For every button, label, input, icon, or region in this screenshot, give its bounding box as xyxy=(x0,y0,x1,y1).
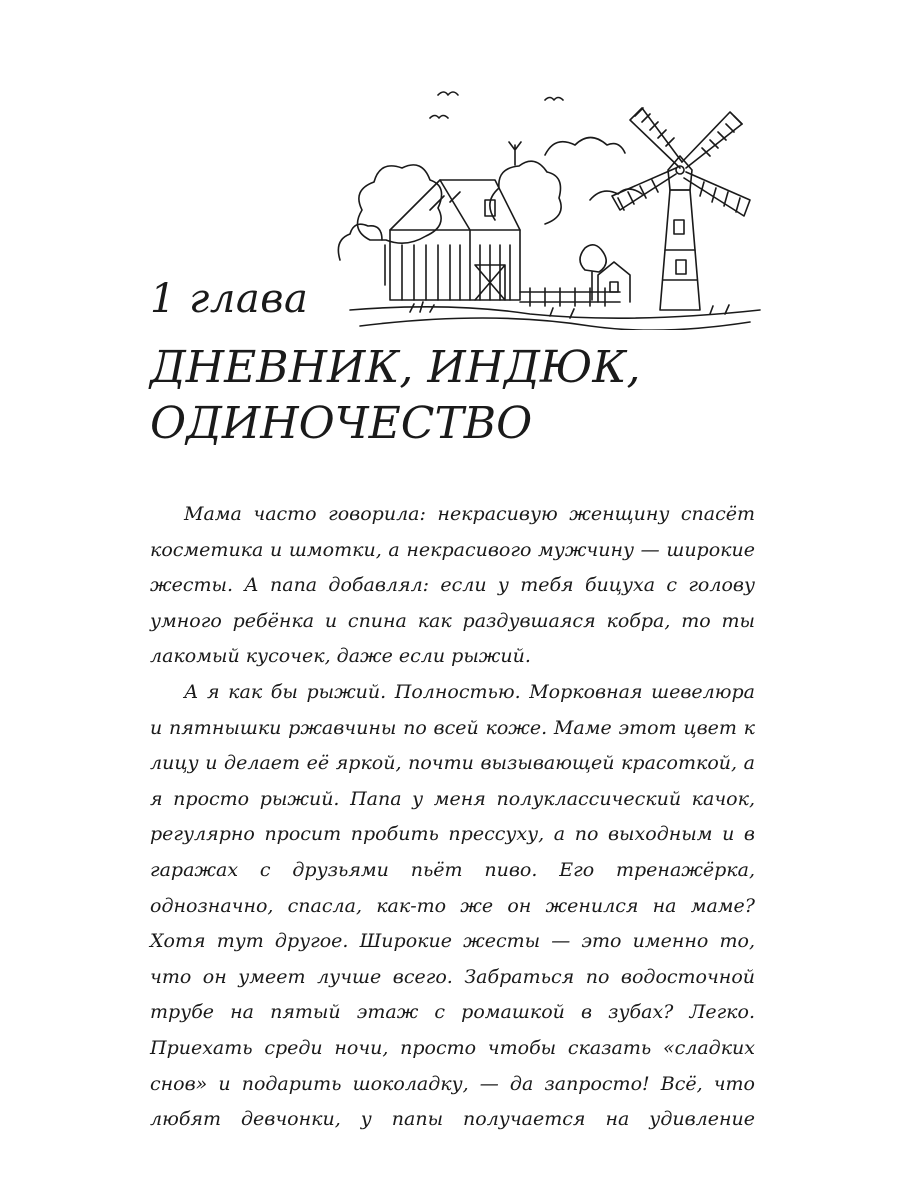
paragraph: А я как бы рыжий. Полностью. Морковная шевелюра и пятнышки ржавчины по всей коже. Маме этот цвет к лицу и делает её яркой, почти вызывающей красоткой, а я просто рыжий. Папа у меня полуклассический качок, регулярно просит пробить прессуху, а по выходным и в гаражах с друзьями пьёт пиво. Его тренажёрка, однозначно, спасла, как-то же он женился на маме? Хотя тут другое. Широкие жесты — это именно то, что он умеет лучше всего. Забраться по водосточной трубе на пятый этаж с ромашкой в зубах? Легко. Приехать среди ночи, просто чтобы сказать «сладких снов» и подарить шоколадку, — да запросто! Всё, что любят девчонки, у папы получается на удивление xyxy=(150,680,755,1131)
chapter-title xyxy=(150,340,710,452)
farm-windmill-illustration xyxy=(330,70,770,330)
chapter-title-line: ДНЕВНИК, ИНДЮК, xyxy=(150,342,641,393)
chapter-title-line: ОДИНОЧЕСТВО xyxy=(150,398,533,449)
paragraph: Мама часто говорила: некрасивую женщину спасёт косметика и шмотки, а некрасивого мужчину — широкие жесты. А папа добавлял: если у тебя бицуха с голову умного ребёнка и спина как раздувшаяся кобра, то ты лакомый кусочек, даже если рыжий. xyxy=(150,503,755,668)
chapter-body xyxy=(150,497,755,1138)
chapter-number: 1 глава xyxy=(150,276,309,322)
